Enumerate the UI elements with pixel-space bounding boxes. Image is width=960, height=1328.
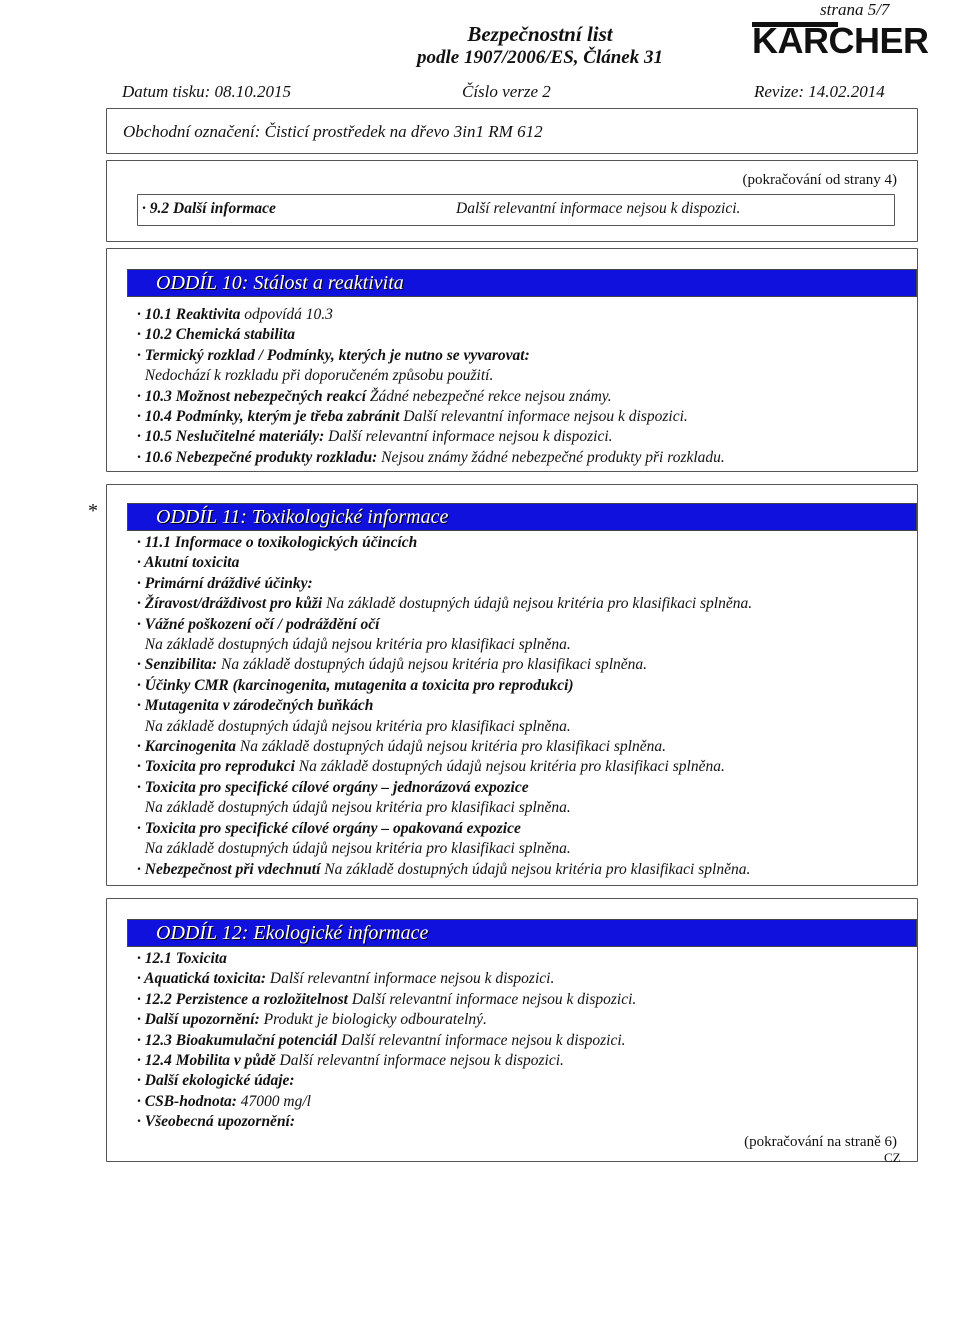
section-11-line: · Karcinogenita Na základě dostupných údajů nejsou kritéria pro klasifikaci splněna. xyxy=(137,738,666,756)
section-11-line: · Účinky CMR (karcinogenita, mutagenita a toxicita pro reprodukci) xyxy=(137,676,574,694)
section-11-line: Na základě dostupných údajů nejsou kritéria pro klasifikaci splněna. xyxy=(137,799,571,817)
section-11-line: · Toxicita pro specifické cílové orgány – jednorázová expozice xyxy=(137,778,529,796)
section-10-line: Nedochází k rozkladu při doporučeném způsobu použití. xyxy=(137,367,494,385)
section-12-line: · Další upozornění: Produkt je biologicky odbouratelný. xyxy=(137,1011,487,1029)
revision-marker: * xyxy=(88,500,98,522)
section-11-heading: ODDÍL 11: Toxikologické informace xyxy=(127,503,917,531)
section-10-heading: ODDÍL 10: Stálost a reaktivita xyxy=(127,269,917,297)
section-12-heading: ODDÍL 12: Ekologické informace xyxy=(127,919,917,947)
brand-logo xyxy=(752,22,958,59)
section-11-lines xyxy=(137,533,912,880)
section-9-2-box xyxy=(137,194,895,226)
section-12-line: · CSB-hodnota: 47000 mg/l xyxy=(137,1092,311,1110)
previous-section-box xyxy=(106,160,918,242)
section-12-line: · 12.2 Perzistence a rozložitelnost Další relevantní informace nejsou k dispozici. xyxy=(137,990,637,1008)
section-11-line: · Primární dráždivé účinky: xyxy=(137,574,313,592)
section-11-line: · Nebezpečnost při vdechnutí Na základě dostupných údajů nejsou kritéria pro klasifikaci splněna. xyxy=(137,860,751,878)
section-9-2-value: Další relevantní informace nejsou k dispozici. xyxy=(456,200,741,217)
section-11-line: · Senzibilita: Na základě dostupných údajů nejsou kritéria pro klasifikaci splněna. xyxy=(137,656,648,674)
section-12-lines xyxy=(137,949,912,1133)
document-title: Bezpečnostní list xyxy=(467,22,613,46)
section-9-2-label: · 9.2 Další informace xyxy=(142,200,276,217)
section-9-2-line xyxy=(142,199,276,219)
language-code: CZ xyxy=(884,1150,901,1165)
section-12-box xyxy=(106,898,918,1162)
section-10-line: · 10.2 Chemická stabilita xyxy=(137,326,296,344)
section-11-line: Na základě dostupných údajů nejsou kritéria pro klasifikaci splněna. xyxy=(137,840,571,858)
section-10-line: · 10.1 Reaktivita odpovídá 10.3 xyxy=(137,306,333,323)
section-11-line: · 11.1 Informace o toxikologických účincích xyxy=(137,534,418,551)
section-11-line: · Žíravost/dráždivost pro kůži Na základě dostupných údajů nejsou kritéria pro klasifikaci splněna. xyxy=(137,595,753,613)
section-11-line: · Toxicita pro reprodukci Na základě dostupných údajů nejsou kritéria pro klasifikaci splněna. xyxy=(137,758,725,776)
section-12-line: · 12.1 Toxicita xyxy=(137,950,227,967)
section-10-lines xyxy=(137,305,907,468)
section-12-line: · Další ekologické údaje: xyxy=(137,1072,295,1090)
brand-name: KÄRCHER xyxy=(752,20,929,61)
continuation-to: (pokračování na straně 6) xyxy=(744,1134,897,1150)
continuation-from: (pokračování od strany 4) xyxy=(742,172,897,188)
section-11-line: · Vážné poškození očí / podráždění očí xyxy=(137,615,380,633)
section-10-line: · 10.3 Možnost nebezpečných reakcí Žádné nebezpečné rekce nejsou známy. xyxy=(137,387,612,405)
section-12-line: · 12.3 Bioakumulační potenciál Další relevantní informace nejsou k dispozici. xyxy=(137,1031,626,1049)
section-11-line: · Akutní toxicita xyxy=(137,554,240,572)
section-12-line: · Všeobecná upozornění: xyxy=(137,1113,296,1131)
section-10-line: · 10.4 Podmínky, kterým je třeba zabránit Další relevantní informace nejsou k dispozici. xyxy=(137,408,688,426)
section-12-line: · 12.4 Mobilita v půdě Další relevantní informace nejsou k dispozici. xyxy=(137,1052,564,1070)
section-10-line: · Termický rozklad / Podmínky, kterých je nutno se vyvarovat: xyxy=(137,346,530,364)
section-10-box xyxy=(106,248,918,472)
section-11-line: Na základě dostupných údajů nejsou kritéria pro klasifikaci splněna. xyxy=(137,717,571,735)
section-11-line: Na základě dostupných údajů nejsou kritéria pro klasifikaci splněna. xyxy=(137,636,571,654)
print-date: Datum tisku: 08.10.2015 xyxy=(122,82,292,101)
section-11-line: · Mutagenita v zárodečných buňkách xyxy=(137,697,374,715)
section-10-line: · 10.5 Neslučitelné materiály: Další relevantní informace nejsou k dispozici. xyxy=(137,428,613,446)
section-10-line: · 10.6 Nebezpečné produkty rozkladu: Nejsou známy žádné nebezpečné produkty při rozkladu. xyxy=(137,448,725,466)
revision-date: Revize: 14.02.2014 xyxy=(754,82,885,101)
section-12-line: · Aquatická toxicita: Další relevantní informace nejsou k dispozici. xyxy=(137,970,555,988)
version-number: Číslo verze 2 xyxy=(462,82,551,101)
section-11-box xyxy=(106,484,918,886)
section-11-line: · Toxicita pro specifické cílové orgány – opakovaná expozice xyxy=(137,819,521,837)
document-subtitle: podle 1907/2006/ES, Článek 31 xyxy=(417,47,663,68)
trade-name: Obchodní označení: Čisticí prostředek na dřevo 3in1 RM 612 xyxy=(123,122,543,141)
page-number: strana 5/7 xyxy=(820,0,890,19)
trade-name-box xyxy=(106,108,918,154)
